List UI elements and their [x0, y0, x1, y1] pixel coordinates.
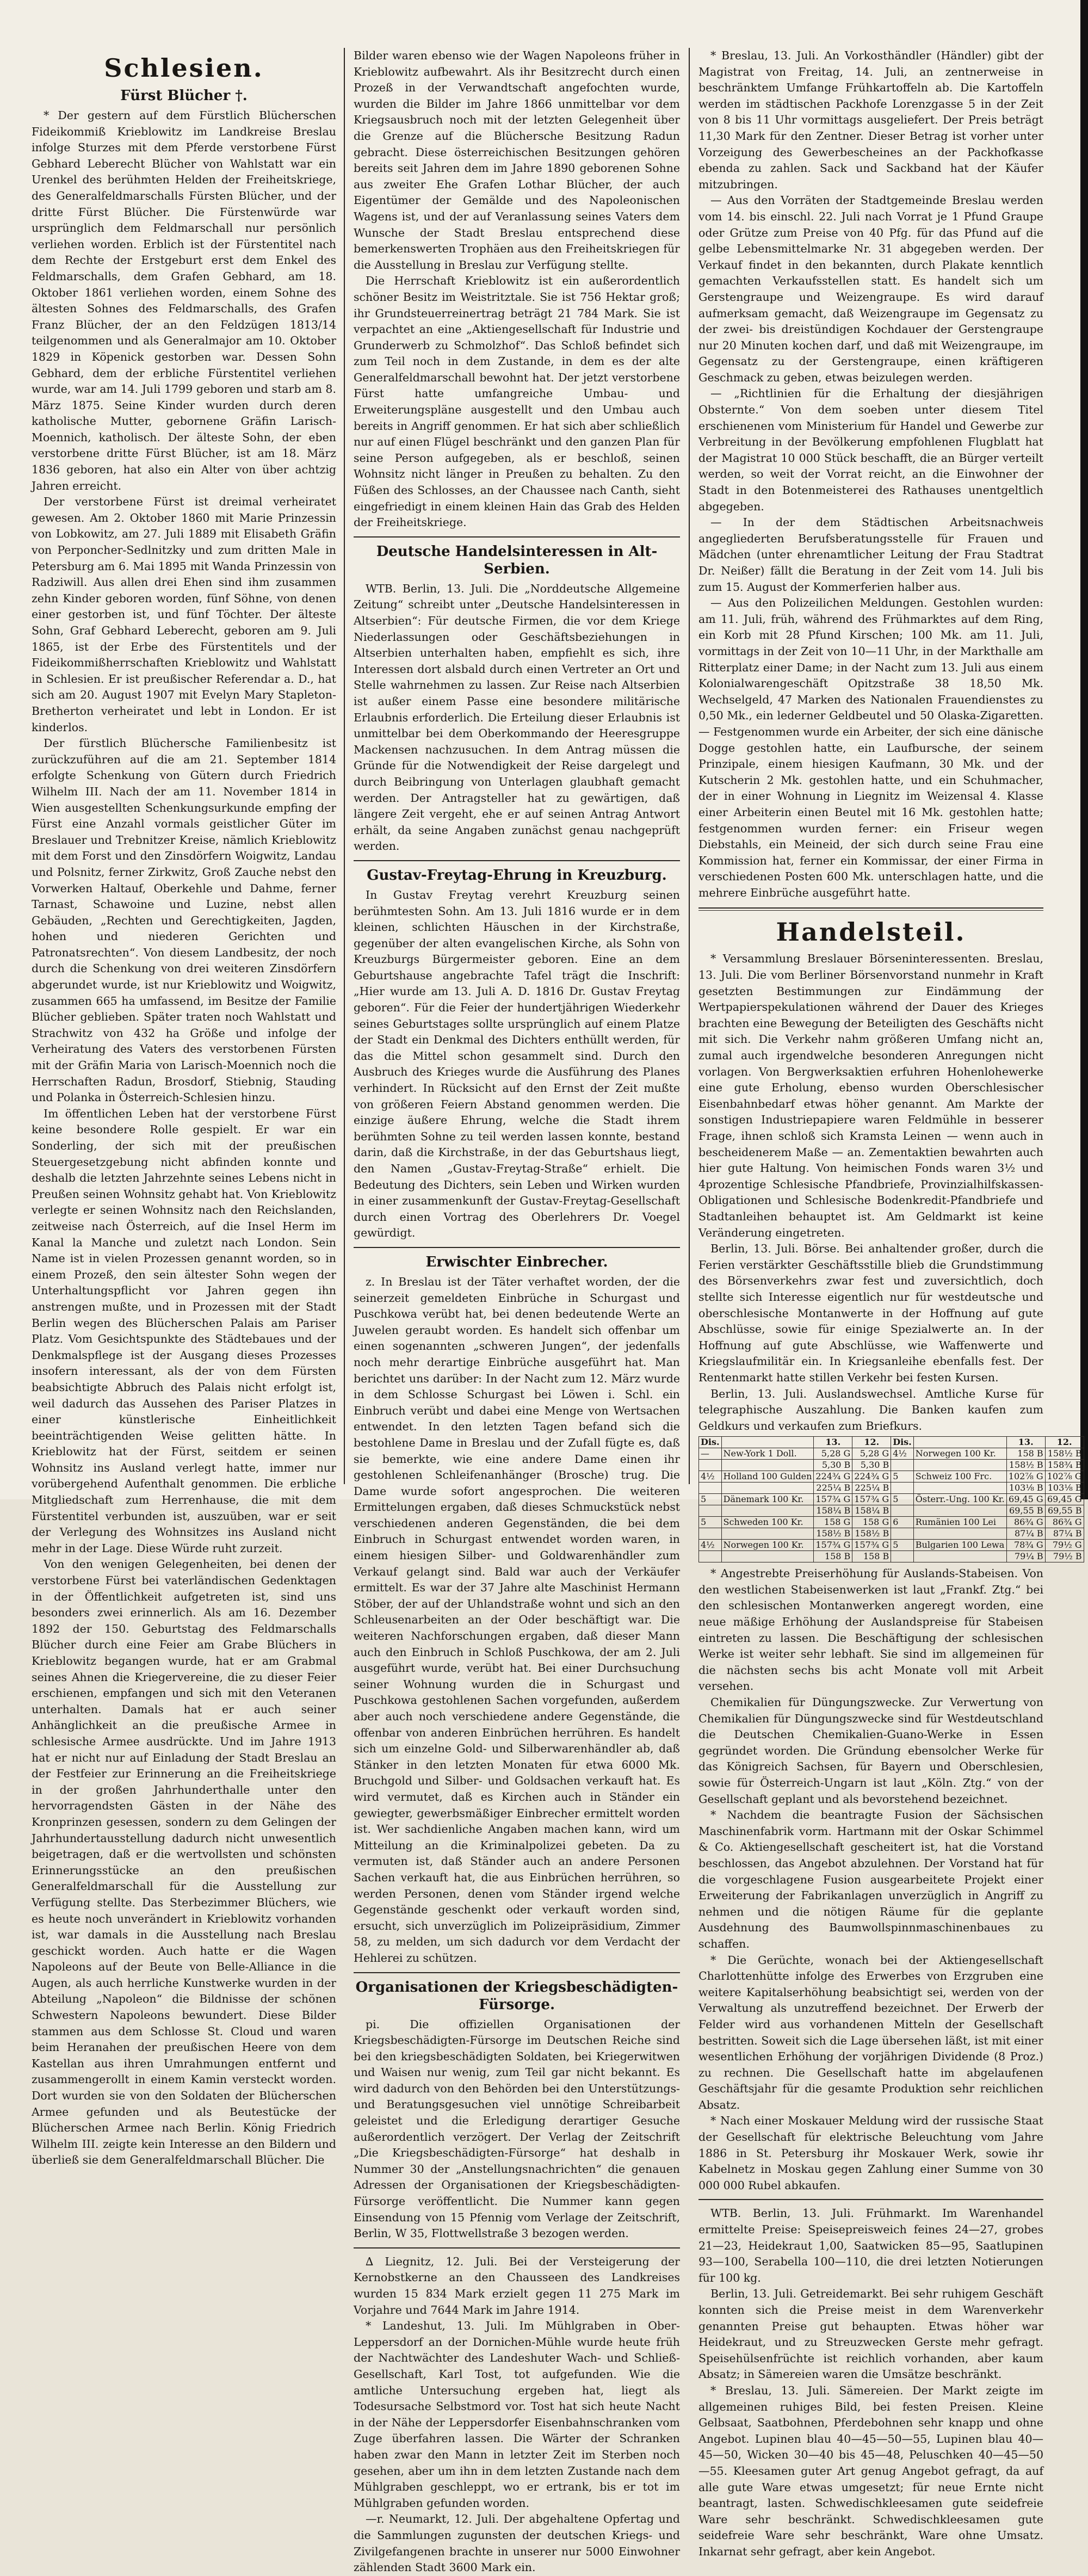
- table-cell: 158¼ B: [814, 1505, 852, 1517]
- table-header: Dis.: [699, 1437, 722, 1448]
- table-row: [699, 1551, 1084, 1562]
- paragraph: —r. Neumarkt, 12. Juli. Der abgehaltene Opfertag und die Sammlungen zugunsten der deutschen Kriegs- und Zivilgefangenen brachte in unserer nur 5000 Einwohner zählenden Stadt 3600 Mark ein.: [354, 2512, 680, 2574]
- table-row: [699, 1528, 1084, 1540]
- table-cell: 5,30 B: [852, 1460, 891, 1471]
- table-cell: [891, 1505, 914, 1517]
- table-cell: 86¾ G: [1045, 1517, 1084, 1528]
- table-cell: [699, 1528, 722, 1540]
- table-cell: 103⅛ B: [1006, 1482, 1045, 1494]
- table-cell: 86¾ G: [1006, 1517, 1045, 1528]
- table-cell: [913, 1460, 1006, 1471]
- paragraph: — Aus den Vorräten der Stadtgemeinde Breslau werden vom 14. bis einschl. 22. Juli nach Vorrat je 1 Pfund Graupe oder Grütze zum Preise von 40 Pfg. für das Pfund auf die gelbe Lebensmittelmarke Nr. 31 abgegeben werden. Der Verkauf findet in den bekannten, durch Plakate kenntlich gemachten Verkaufsstellen statt. Es handelt sich um Gerstengraupe und Weizengraupe. Es wird darauf aufmerksam gemacht, daß Weizengraupe im Gegensatz zu der zwei- bis dreistündigen Kochdauer der Gerstengraupe nur 20 Minuten kochen darf, und daß mit Weizengraupe, im Gegensatz zu der Gerstengraupe, einen kräftigeren Geschmack zu geben, etwas beizulegen werden.: [698, 194, 1043, 384]
- paragraph: * Versammlung Breslauer Börseninteressenten. Breslau, 13. Juli. Die vom Berliner Börsenvorstand nunmehr in Kraft gesetzten Bestimmungen zur Eindämmung der Wertpapierspekulationen während der Dauer des Krieges brachten eine Bewegung der Beteiligten des Geschäfts nicht mit sich. Die Verkehr nahm größeren Umfang nicht an, zumal auch irgendwelche besonderen Anregungen nicht vorlagen. Von Bergwerksaktien erfuhren Hohenlohewerke eine gute Erholung, ebenso wurden Oberschlesischer Eisenbahnbedarf etwas höher genannt. Am Markte der sonstigen Industriepapiere waren Feldmühle in besserer Frage, ihnen schloß sich Kramsta Leinen — wenn auch in bescheidenerem Maße — an. Zementaktien bewahrten auch hier gute Haltung. Von heimischen Fonds waren 3½ und 4prozentige Schlesische Pfandbriefe, Provinzialhilfskassen-Obligationen und Schlesische Bodenkredit-Pfandbriefe und Stadtanleihen behauptet ist. Am Geldmarkt ist keine Veränderung eingetreten.: [698, 952, 1043, 1239]
- table-cell: Norwegen 100 Kr.: [913, 1448, 1006, 1460]
- table-cell: 87¼ B: [1045, 1528, 1084, 1540]
- table-cell: 103⅛ B: [1045, 1482, 1084, 1494]
- divider: [354, 1972, 680, 1973]
- paragraph: Von den wenigen Gelegenheiten, bei denen der verstorbene Fürst bei vaterländischen Gedenktagen in der Öffentlichkeit aufgetreten ist, sind uns besonders zwei erinnerlich. Als am 16. Dezember 1892 der 150. Geburtstag des Feldmarschalls Blücher durch eine Feier am Grabe Blüchers in Krieblowitz begangen wurde, hat er am Grabmal seines Ahnen die Kriegervereine, die zu dieser Feier erschienen, empfangen und sich mit den Veteranen unterhalten. Damals hat er auch seiner Anhänglichkeit an die preußische Armee in schlesische Armee ausdrückte. Und im Jahre 1913 hat er nicht nur auf Einladung der Stadt Breslau an der Festfeier zur Erinnerung an die Freiheitskriege in der großen Jahrhunderthalle unter den hervorragendsten Gästen in der Nähe des Kronprinzen gesessen, sondern zu dem Gelingen der Jahrhundertausstellung dadurch nicht unwesentlich beigetragen, daß er die wertvollsten und schönsten Erinnerungsstücke an den preußischen Generalfeldmarschall für die Ausstellung zur Verfügung stellte. Das Sterbezimmer Blüchers, wie es heute noch unverändert in Krieblowitz vorhanden ist, war damals in die Ausstellung nach Breslau geschickt worden. Auch hatte er die Wagen Napoleons auf der Beute von Belle-Alliance in die Augen, als auch herrliche Kunstwerke wurden in der Abteilung „Napoleon“ die Bildnisse der schönen Schwestern Napoleons bewundert. Diese Bilder stammen aus dem Schlosse St. Cloud und waren beim Heranahen der preußischen Heere von dem Kastellan aus ihren Umrahmungen entfernt und zusammengerollt in einem Kamin versteckt worden. Dort wurden sie von den Soldaten der Blücherschen Armee gefunden und als Beutestücke der Blücherschen Armee nach Berlin. König Friedrich Wilhelm III. zeigte kein Interesse an den Bildern und überließ sie dem Generalfeldmarschall Blücher. Die: [32, 1558, 336, 2167]
- table-cell: 157¾ G: [814, 1540, 852, 1551]
- table-cell: 102⅞ G: [1045, 1471, 1084, 1482]
- paragraph: Die Herrschaft Krieblowitz ist ein außerordentlich schöner Besitz im Weistritztale. Sie ist 756 Hektar groß; ihr Grundsteuerreinertrag beträgt 21 784 Mark. Sie ist verpachtet an eine „Aktiengesellschaft für Industrie und Grunderwerb zu Schmolzhof“. Das Schloß befindet sich zum Teil noch in dem Zustande, in dem es der alte Generalfeldmarschall bewohnt hat. Der jetzt verstorbene Fürst hatte umfangreiche Umbau- und Erweiterungspläne ausgestellt und den Umbau auch bereits in Angriff genommen. Er hat sich aber schließlich nur auf einen Flügel beschränkt und den ganzen Plan für seine Person aufgegeben, als er beschloß, seinen Wohnsitz nicht länger in Preußen zu behalten. Zu den Füßen des Schlosses, an der Chaussee nach Canth, sieht eingefriedigt in einem kleinen Hain das Grab des Helden der Freiheitskriege.: [354, 274, 680, 529]
- table-cell: [699, 1460, 722, 1471]
- table-cell: [721, 1551, 814, 1562]
- table-cell: 79½ G: [1045, 1540, 1084, 1551]
- table-cell: Dänemark 100 Kr.: [721, 1494, 814, 1505]
- divider: [354, 860, 680, 861]
- table-row: [699, 1540, 1084, 1551]
- paragraph: * Die Gerüchte, wonach bei der Aktiengesellschaft Charlottenhütte infolge des Erwerbes von Erzgruben eine weitere Kapitalserhöhung beabsichtigt sei, werden von der Verwaltung als unzutreffend bezeichnet. Der Erwerb der Felder wird aus vorhandenen Mitteln der Gesellschaft bestritten. Soweit sich die Lage übersehen läßt, ist mit einer wesentlichen Erhöhung der vorjährigen Dividende (8 Proz.) zu rechnen. Die Gesellschaft hatte im abgelaufenen Geschäftsjahr für die gesamte Produktion sehr reichlichen Absatz.: [698, 1953, 1043, 2111]
- table-cell: 158 B: [852, 1551, 891, 1562]
- table-cell: 5: [891, 1471, 914, 1482]
- table-cell: 157¾ G: [814, 1494, 852, 1505]
- table-cell: 69,45 G: [1006, 1494, 1045, 1505]
- table-cell: [721, 1505, 814, 1517]
- paragraph: WTB. Berlin, 13. Juli. Die „Norddeutsche Allgemeine Zeitung“ schreibt unter „Deutsche Handelsinteressen in Altserbien“: Für deutsche Firmen, die vor dem Kriege Niederlassungen oder Geschäftsbeziehungen in Altserbien unterhalten haben, empfiehlt es sich, ihre Interessen dort alsbald durch einen Vertreter an Ort und Stelle wahrnehmen zu lassen. Zur Reise nach Altserbien ist außer einem Passe eine besondere militärische Erlaubnis erforderlich. Die Erteilung dieser Erlaubnis ist unmittelbar bei dem Oberkommando der Heeresgruppe Mackensen nachzusuchen. In dem Antrag müssen die Gründe für die Notwendigkeit der Reise dargelegt und durch Beibringung von Unterlagen glaubhaft gemacht werden. Der Antragsteller hat zu gewärtigen, daß längere Zeit vergeht, ehe er auf seinen Antrag Antwort erhält, da seine Angaben zunächst genau nachgeprüft werden.: [354, 582, 680, 853]
- paragraph: — In der dem Städtischen Arbeitsnachweis angegliederten Berufsberatungsstelle für Frauen und Mädchen (unter ehrenamtlicher Leitung der Frau Stadtrat Dr. Neißer) fällt die Beratung in der Zeit vom 14. Juli bis zum 15. August der Kommerferien halber aus.: [698, 516, 1043, 594]
- exchange-rate-table: [698, 1436, 1084, 1562]
- paragraph: z. In Breslau ist der Täter verhaftet worden, der die seinerzeit gemeldeten Einbrüche in Schurgast und Puschkowa verübt hat, bei denen bedeutende Werte an Juwelen geraubt worden. Es handelt sich offenbar um einen sogenannten „schweren Jungen“, der jedenfalls noch mehr derartige Einbrüche ausgeführt hat. Man berichtet uns darüber: In der Nacht zum 12. März wurde in dem Schlosse Schurgast bei Löwen i. Schl. ein Einbruch verübt und dabei eine Menge von Wertsachen entwendet. In den letzten Tagen befand sich die bestohlene Dame in Breslau und der Zufall fügte es, daß sie bemerkte, wie eine andere Dame einen ihr gestohlenen Schleifenanhänger (Brosche) trug. Die Dame wurde sofort angesprochen. Die weiteren Ermittelungen ergaben, daß dieses Schmuckstück nebst verschiedenen anderen Gegenständen, die bei dem Einbruch in Schurgast entwendet worden waren, in einem hiesigen Silber- und Goldwarenhändler zum Verkauf gelangt sind. Bald war auch der Verkäufer ermittelt. Es war der 37 Jahre alte Maschinist Hermann Stöber, der auf der Uhlandstraße wohnt und sich an den Schleusenarbeiten an der Oder beschäftigt war. Die weiteren Nachforschungen ergaben, daß dieser Mann auch den Einbruch in Schloß Puschkowa, der am 2. Juli ausgeführt wurde, verübt hat. Bei einer Durchsuchung seiner Wohnung wurden die in Schurgast und Puschkowa gestohlenen Sachen vorgefunden, außerdem aber auch noch verschiedene andere Gegenstände, die offenbar von anderen Einbrüchen herrühren. Es handelt sich um einzelne Gold- und Silberwarenhändler ab, daß Stänker in den letzten Monaten für etwa 6000 Mk. Bruchgold und Silber- und Goldsachen verkauft hat. Es wird vermutet, daß es Kirchen auch in Ständer ein gewiegter, gewerbsmäßiger Einbrecher ermittelt worden ist. Wer sachdienliche Angaben machen kann, wird um Mitteilung an die Kriminalpolizei gebeten. Da zu vermuten ist, daß Ständer auch an andere Personen Sachen verkauft hat, die aus Einbrüchen herrühren, so werden Personen, denen vom Ständer irgend welche Gegenstände geschenkt oder verkauft worden sind, ersucht, sich unverzüglich im Polizeipräsidium, Zimmer 58, zu melden, um sich dadurch vor dem Verdacht der Hehlerei zu schützen.: [354, 1275, 680, 1965]
- paragraph: Berlin, 13. Juli. Getreidemarkt. Bei sehr ruhigem Geschäft konnten sich die Preise meist in dem Warenverkehr genannten Preise gut behaupten. Etwas höher war Heidekraut, und zu Streuzwecken Gerste mehr gefragt. Speisehülsenfrüchte ist reichlich vorhanden, aber kaum Absatz; in Sämereien waren die Umsätze beschränkt.: [698, 2287, 1043, 2381]
- table-cell: New-York 1 Doll.: [721, 1448, 814, 1460]
- divider: [354, 536, 680, 538]
- table-cell: [913, 1505, 1006, 1517]
- table-cell: 5: [699, 1517, 722, 1528]
- table-row: [699, 1448, 1084, 1460]
- table-cell: [913, 1528, 1006, 1540]
- paragraph: — Aus den Polizeilichen Meldungen. Gestohlen wurden: am 11. Juli, früh, während des Frühmarktes auf dem Ring, ein Korb mit 28 Pfund Kirschen; 100 Mk. am 11. Juli, vormittags in der Zeit von 10—11 Uhr, in der Markthalle am Ritterplatz einer Dame; in der Nacht zum 13. Juli aus einem Kolonialwarengeschäft Opitzstraße 38 18,50 Mk. Wechselgeld, 47 Marken des Nationalen Frauendienstes zu 0,50 Mk., ein lederner Geldbeutel und 50 Olaska-Zigaretten. — Festgenommen wurde ein Arbeiter, der sich eine dänische Dogge gestohlen hatte, ein Laufbursche, der seinem Prinzipale, einem hiesigen Kaufmann, 30 Mk. und der Kutscherin 2 Mk. gestohlen hatte, und ein Schuhmacher, der in einer Wohnung in Liegnitz im Weizensal 4. Klasse einer Arbeiterin einen Beutel mit 16 Mk. gestohlen hatte; festgenommen wurden ferner: ein Friseur wegen Diebstahls, ein Meineid, der sich durch seine Frau eine Kommission hat, ferner ein Kommissar, der einer Firma in verschiedenen Posten 600 Mk. unterschlagen hatte, und die mehrere Einbrüche ausgeführt hatte.: [698, 596, 1043, 899]
- table-cell: 158½ B: [852, 1528, 891, 1540]
- paragraph: Chemikalien für Düngungszwecke. Zur Verwertung von Chemikalien für Düngungszwecke sind für Westdeutschland die Deutschen Chemikalien-Guano-Werke in Essen gegründet worden. Die Gründung ebensolcher Werke für das Königreich Sachsen, für Bayern und Oberschlesien, sowie für Österreich-Ungarn ist laut „Köln. Ztg.“ von der Gesellschaft geplant und als bevorstehend bezeichnet.: [698, 1696, 1043, 1806]
- table-cell: 5: [891, 1540, 914, 1551]
- table-row: [699, 1471, 1084, 1482]
- table-header: [913, 1437, 1006, 1448]
- divider: [698, 2199, 1043, 2200]
- table-cell: 69,55 B: [1006, 1505, 1045, 1517]
- divider: [354, 2247, 680, 2248]
- table-cell: 225¼ B: [814, 1482, 852, 1494]
- column-rule: [689, 48, 690, 1484]
- table-cell: [721, 1482, 814, 1494]
- table-cell: 4½: [699, 1471, 722, 1482]
- exchange-rate-table-body: [699, 1448, 1084, 1562]
- table-cell: 158 B: [814, 1551, 852, 1562]
- table-cell: 4½: [699, 1540, 722, 1551]
- table-cell: 158½ B: [1006, 1460, 1045, 1471]
- table-cell: [721, 1460, 814, 1471]
- table-row: [699, 1494, 1084, 1505]
- table-cell: 224¾ G: [852, 1471, 891, 1482]
- scan-edge: [1080, 0, 1088, 1499]
- table-cell: 158 B: [1006, 1448, 1045, 1460]
- table-cell: 158½ B: [1045, 1448, 1084, 1460]
- paragraph: * Breslau, 13. Juli. Sämereien. Der Markt zeigte im allgemeinen ruhiges Bild, bei festen Preisen. Kleine Gelbsaat, Saatbohnen, Pferdebohnen sehr knapp und ohne Angebot. Lupinen blau 40—45—50—55, Lupinen blau 40—45—50, Wicken 30—40 bis 45—48, Peluschken 40—45—50—55. Kleesamen guter Art genug Angebot gefragt, da auf alle gute Ware etwas umgesetzt; für neue Ernte nicht beantragt, lasten. Schwedischkleesamen gute seidefreie Ware sehr beschränkt. Schwedischkleesamen gute seidefreie Ware sehr beschränkt, Ware ohne Umsatz. Inkarnat sehr gefragt, aber kein Angebot.: [698, 2383, 1043, 2558]
- table-cell: 87¼ B: [1006, 1528, 1045, 1540]
- table-header: [721, 1437, 814, 1448]
- table-header-row: [699, 1437, 1084, 1448]
- table-header: 13.: [1006, 1437, 1045, 1448]
- table-cell: [913, 1551, 1006, 1562]
- table-cell: 158 G: [852, 1517, 891, 1528]
- table-cell: [721, 1528, 814, 1540]
- table-cell: [913, 1482, 1006, 1494]
- divider: [354, 1247, 680, 1248]
- table-cell: 102⅞ G: [1006, 1471, 1045, 1482]
- section-title-schlesien: Schlesien.: [104, 53, 264, 83]
- table-cell: 79¼ B: [1006, 1551, 1045, 1562]
- table-cell: Norwegen 100 Kr.: [721, 1540, 814, 1551]
- table-row: [699, 1482, 1084, 1494]
- paragraph: pi. Die offiziellen Organisationen der Kriegsbeschädigten-Fürsorge im Deutschen Reiche sind bei den kriegsbeschädigten Soldaten, bei Kriegerwitwen und Waisen nur wenig, zum Teil gar nicht bekannt. Es wird dadurch von den Behörden bei den Unterstützungs- und Beratungsgesuchen viel unnötige Schreibarbeit geleistet und die Erledigung derartiger Gesuche außerordentlich verzögert. Der Verlag der Zeitschrift „Die Kriegsbeschädigten-Fürsorge“ hat deshalb in Nummer 30 der „Anstellungsnachrichten“ die genauen Adressen der Organisationen der Kriegsbeschädigten-Fürsorge veröffentlicht. Die Nummer kann gegen Einsendung von 15 Pfennig vom Verlage der Zeitschrift, Berlin, W 35, Flottwellstraße 3 bezogen werden.: [354, 2017, 680, 2240]
- article-title-handelsinteressen: Deutsche Handelsinteressen in Alt-Serbien.: [376, 543, 658, 577]
- paragraph: Im öffentlichen Leben hat der verstorbene Fürst keine besondere Rolle gespielt. Er war ein Sonderling, der sich mit der preußischen Steuergesetzgebung nicht abfinden konnte und deshalb die letzten Jahrzehnte seines Lebens nicht in Preußen seinen Wohnsitz gehabt hat. Von Krieblowitz verlegte er seinen Wohnsitz nach den Reichslanden, zeitweise nach Österreich, auf die Insel Herm im Kanal la Manche und zuletzt nach London. Sein Name ist in vielen Prozessen genannt worden, so in einem Prozeß, den sein ältester Sohn wegen der Unterhaltungspflicht vor Jahren gegen ihn anstrengen mußte, und in Prozessen mit der Stadt Berlin wegen des Blücherschen Palais am Pariser Platz. Vom Gesichtspunkte des Städtebaues und der Denkmalspflege ist der Ausgang dieses Prozesses insofern interessant, als der von dem Fürsten beabsichtigte Abbruch des Palais nicht erfolgt ist, weil dadurch das Aussehen des Pariser Platzes in einer künstlerische Einheitlichkeit beeinträchtigenden Weise gelitten hätte. In Krieblowitz hat der Fürst, seitdem er seinen Wohnsitz ins Ausland verlegt hatte, immer nur vorübergehend Aufenthalt genommen. Die erbliche Mitgliedschaft zum Herrenhause, die mit dem Fürstentitel verbunden ist, auszuüben, war er seit der Verlegung des Wohnsitzes ins Ausland nicht mehr in der Lage. Diese Würde ruht zurzeit.: [32, 1107, 336, 1555]
- paragraph: * Landeshut, 13. Juli. Im Mühlgraben in Ober-Leppersdorf an der Dornichen-Mühle wurde heute früh der Nachtwächter des Landeshuter Wach- und Schließ-Gesellschaft, Karl Tost, tot aufgefunden. Wie die amtliche Untersuchung ergeben hat, liegt als Todesursache Selbstmord vor. Tost hat sich heute Nacht in der Nähe der Leppersdorfer Eisenbahnschranken vom Zuge überfahren lassen. Die Wärter der Schranken haben zwar den Mann in letzter Zeit im Sterben noch gesehen, aber um ihn in dem letzten Zustande nach dem Mühlgraben geschleppt, wo er ertrank, bis er tot im Mühlgraben gefunden worden.: [354, 2319, 680, 2510]
- table-cell: [699, 1482, 722, 1494]
- table-cell: 79½ B: [1045, 1551, 1084, 1562]
- paragraph: Der verstorbene Fürst ist dreimal verheiratet gewesen. Am 2. Oktober 1860 mit Marie Prinzessin von Lobkowitz, am 27. Juli 1889 mit Elisabeth Gräfin von Perponcher-Sedlnitzky und zum dritten Male in Petersburg am 6. Mai 1895 mit Wanda Prinzessin von Radziwill. Aus allen drei Ehen sind ihm zusammen zehn Kinder geboren worden, fünf Söhne, von denen einer gestorben ist, und fünf Töchter. Der älteste Sohn, Graf Gebhard Leberecht, geboren am 9. Juli 1865, ist der Erbe des Fürstentitels und der Fideikommißherrschaften Krieblowitz und Wahlstatt in Schlesien. Er ist preußischer Referendar a. D., hat sich am 20. August 1907 mit Evelyn Mary Stapleton-Bretherton verheiratet und lebt in London. Er ist kinderlos.: [32, 495, 336, 734]
- table-cell: [891, 1551, 914, 1562]
- table-cell: 6: [891, 1517, 914, 1528]
- column-2: [354, 48, 680, 2574]
- paragraph: Bilder waren ebenso wie der Wagen Napoleons früher in Krieblowitz aufbewahrt. Als ihr Besitzrecht durch einen Prozeß in der Verwandtschaft angefochten wurde, wurden die Bilder im Jahre 1866 unmittelbar vor dem Kriegsausbruch noch mit der letzten Gelegenheit über die Grenze auf die Blüchersche Besitzung Radun gebracht. Diese österreichischen Besitzungen gehören bereits seit Jahren dem im Jahre 1890 geborenen Sohne aus zweiter Ehe Grafen Lothar Blücher, der auch Eigentümer der Gemälde und des Napoleonischen Wagens ist, und der auf Veranlassung seines Vaters dem Wunsche der Stadt Breslau entsprechend diese bemerkenswerten Trophäen aus den Freiheitskriegen für die Ausstellung in Breslau zur Verfügung stellte.: [354, 49, 680, 271]
- table-cell: [891, 1528, 914, 1540]
- table-cell: 158¾ B: [1045, 1460, 1084, 1471]
- table-row: [699, 1460, 1084, 1471]
- table-cell: [891, 1482, 914, 1494]
- table-cell: 78¾ G: [1006, 1540, 1045, 1551]
- table-cell: [891, 1460, 914, 1471]
- paragraph: — „Richtlinien für die Erhaltung der diesjährigen Obsternte.“ Von dem soeben unter diesem Titel erschienenen vom Ministerium für Handel und Gewerbe zur Verbreitung in der Bevölkerung empfohlenen Flugblatt hat der Magistrat 10 000 Stück beschafft, die an Bürger verteilt werden, so weit der Vorrat reicht, an die Einwohner der Stadt in den Botenmeisterei des Rathauses unentgeltlich abgegeben.: [698, 387, 1043, 513]
- table-cell: 4½: [891, 1448, 914, 1460]
- table-cell: Holland 100 Gulden: [721, 1471, 814, 1482]
- table-header: 12.: [852, 1437, 891, 1448]
- table-header: 12.: [1045, 1437, 1084, 1448]
- table-cell: 69,45 G: [1045, 1494, 1084, 1505]
- table-row: [699, 1517, 1084, 1528]
- paragraph: WTB. Berlin, 13. Juli. Frühmarkt. Im Warenhandel ermittelte Preise: Speisepreisweich feines 24—27, grobes 21—23, Heidekraut 1,00, Saatwicken 85—95, Saatlupinen 93—100, Serabella 100—110, die drei letzten Notierungen für 100 kg.: [698, 2207, 1043, 2284]
- paragraph: ∆ Liegnitz, 12. Juli. Bei der Versteigerung der Kernobstkerne an den Chausseen des Landkreises wurden 15 834 Mark erzielt gegen 11 275 Mark im Vorjahre und 7644 Mark im Jahre 1914.: [354, 2254, 680, 2316]
- paragraph: * Angestrebte Preiserhöhung für Auslands-Stabeisen. Von den westlichen Stabeisenwerken ist laut „Frankf. Ztg.“ bei den schlesischen Montanwerken angeregt worden, eine neue mäßige Erhöhung der Auslandspreise für Stabeisen eintreten zu lassen. Die Beschäftigung der schlesischen Werke ist weiter sehr lebhaft. Sie sind im allgemeinen für die nächsten sechs bis acht Monate voll mit Arbeit versehen.: [698, 1567, 1043, 1693]
- paragraph: Berlin, 13. Juli. Auslandswechsel. Amtliche Kurse für telegraphische Auszahlung. Die Banken kaufen zum Geldkurs und verkaufen zum Briefkurs.: [698, 1387, 1043, 1432]
- table-cell: 157¾ G: [852, 1494, 891, 1505]
- column-3: [698, 48, 1082, 2558]
- paragraph: Berlin, 13. Juli. Börse. Bei anhaltender großer, durch die Ferien verstärkter Geschäftsstille blieb die Grundstimmung des Börsenverkehrs zwar fest und zuversichtlich, doch stellte sich Interesse eigentlich nur für westdeutsche und oberschlesische Montanwerte in der Hoffnung auf gute Abschlüsse, sowie für einige Spezialwerte an. In der Hoffnung auf gute Abschlüsse, wie Waffenwerte und Kriegslaufmilitär ein. In Kriegsanleihe ebenfalls fest. Der Rentenmarkt hatte stillen Verkehr bei festen Kursen.: [698, 1242, 1043, 1384]
- table-cell: Schweden 100 Kr.: [721, 1517, 814, 1528]
- table-cell: 225¼ B: [852, 1482, 891, 1494]
- section-title-handelsteil: Handelsteil.: [776, 917, 966, 947]
- table-cell: 5: [699, 1494, 722, 1505]
- table-row: [699, 1505, 1084, 1517]
- paragraph: Der fürstlich Blüchersche Familienbesitz ist zurückzuführen auf die am 21. September 1814 erfolgte Schenkung von Gütern durch Friedrich Wilhelm III. Nach der am 11. November 1814 in Wien ausgestellten Schenkungsurkunde empfing der Fürst eine Anzahl vormals geistlicher Güter im Breslauer und Trebnitzer Kreise, nämlich Krieblowitz mit dem Forst und den Zinsdörfern Woigwitz, Landau und Polsnitz, ferner Zirkwitz, Groß Zauche nebst den Vorwerken Haltauf, Oberkehle und Dahme, ferner Tarnast, Schawoine und Luzine, nebst allen Gebäuden, „Rechten und Gerechtigkeiten, Jagden, hohen und niederen Gerichten und Patronatsrechten“. Von diesem Landbesitz, der noch durch die Schenkung von drei weiteren Zinsdörfern abgerundet wurde, ist nur Krieblowitz und Woigwitz, zusammen 665 ha umfassend, im Besitze der Familie Blücher geblieben. Später traten noch Wahlstatt und Strachwitz von 432 ha Größe und infolge der Verheiratung des Vaters des verstorbenen Fürsten mit der Gräfin Maria von Larisch-Moennich noch die Herrschaften Radun, Brosdorf, Stiebnig, Stauding und Polanka in Österreich-Schlesien hinzu.: [32, 737, 336, 1104]
- table-cell: [699, 1505, 722, 1517]
- table-cell: 157¾ G: [852, 1540, 891, 1551]
- paragraph: * Nach einer Moskauer Meldung wird der russische Staat der Gesellschaft für elektrische Beleuchtung vom Jahre 1886 in St. Petersburg ihr Moskauer Werk, sowie ihr Kabelnetz in Moskau gegen Zahlung einer Summe von 30 000 000 Rubel abkaufen.: [698, 2114, 1043, 2192]
- table-cell: 158 G: [814, 1517, 852, 1528]
- table-cell: 158½ B: [814, 1528, 852, 1540]
- table-cell: 69,55 B: [1045, 1505, 1084, 1517]
- paragraph: * Nachdem die beantragte Fusion der Sächsischen Maschinenfabrik vorm. Hartmann mit der Oskar Schimmel & Co. Aktiengesellschaft gescheitert ist, hat die Vorstand beschlossen, das Angebot abzulehnen. Der Vorstand hat für die vorgeschlagene Fusion ausgearbeitete Projekt einer Erweiterung der Fabrikanlagen unverzüglich in Angriff zu nehmen und die nötigen Räume für die geplante Ausdehnung des Baumwollspinnmaschinenbaues zu schaffen.: [698, 1808, 1043, 1950]
- paragraph: In Gustav Freytag verehrt Kreuzburg seinen berühmtesten Sohn. Am 13. Juli 1816 wurde er in dem kleinen, schlichten Häuschen in der Kirchstraße, gegenüber der alten evangelischen Kirche, als Sohn von Kreuzburgs Bürgermeister geboren. Eine an dem Geburtshause angebrachte Tafel trägt die Inschrift: „Hier wurde am 13. Juli A. D. 1816 Dr. Gustav Freytag geboren“. Für die Feier der hundertjährigen Wiederkehr seines Geburtstages sollte ursprünglich auf einem Platze der Stadt ein Denkmal des Dichters enthüllt werden, für das die Mittel schon gesammelt sind. Durch den Ausbruch des Krieges wurde die Ausführung des Planes verhindert. In Rücksicht auf den Ernst der Zeit mußte von größeren Feiern Abstand genommen werden. Die einzige äußere Ehrung, welche die Stadt ihrem berühmten Sohne zu teil werden lassen konnte, bestand darin, daß die Kirchstraße, in der das Geburtshaus liegt, den Namen „Gustav-Freytag-Straße“ erhielt. Die Bedeutung des Dichters, sein Leben und Wirken wurden in einer zusammenkunft der Gustav-Freytag-Gesellschaft durch einen Vortrag des Oberlehrers Dr. Voegel gewürdigt.: [354, 888, 680, 1240]
- column-1: [32, 48, 336, 2167]
- paragraph: * Breslau, 13. Juli. An Vorkosthändler (Händler) gibt der Magistrat von Freitag, 14. Juli, an zentnerweise in beschränktem Umfange Frühkartoffeln ab. Die Kartoffeln werden im städtischen Packhofe Lorenzgasse 5 in der Zeit von 8 bis 11 Uhr vormittags ausgeliefert. Der Preis beträgt 11,30 Mark für den Zentner. Dieser Betrag ist vorher unter Vorzeigung des Gewerbescheines an der Packhofkasse ebenda zu zahlen. Sack und Sackband hat der Käufer mitzubringen.: [698, 49, 1043, 191]
- table-cell: 5,28 G: [852, 1448, 891, 1460]
- article-title-einbrecher: Erwischter Einbrecher.: [425, 1253, 608, 1270]
- table-cell: —: [699, 1448, 722, 1460]
- divider: [698, 907, 1043, 911]
- article-title-fuerst-bluecher: Fürst Blücher †.: [120, 88, 248, 104]
- table-cell: Schweiz 100 Frc.: [913, 1471, 1006, 1482]
- table-header: 13.: [814, 1437, 852, 1448]
- table-cell: Bulgarien 100 Lewa: [913, 1540, 1006, 1551]
- table-cell: Österr.-Ung. 100 Kr.: [913, 1494, 1006, 1505]
- table-cell: 224¾ G: [814, 1471, 852, 1482]
- table-cell: Rumänien 100 Lei: [913, 1517, 1006, 1528]
- table-cell: 5: [891, 1494, 914, 1505]
- article-title-freytag: Gustav-Freytag-Ehrung in Kreuzburg.: [367, 867, 667, 884]
- column-rule: [344, 48, 345, 1484]
- table-header: Dis.: [891, 1437, 914, 1448]
- table-cell: 5,28 G: [814, 1448, 852, 1460]
- table-cell: 158¼ B: [852, 1505, 891, 1517]
- table-cell: 5,30 B: [814, 1460, 852, 1471]
- paragraph: * Der gestern auf dem Fürstlich Blücherschen Fideikommiß Krieblowitz im Landkreise Breslau infolge Sturzes mit dem Pferde verstorbene Fürst Gebhard Leberecht Blücher von Wahlstatt war ein Urenkel des berühmten Helden der Freiheitskriege, des Generalfeldmarschalls Fürsten Blücher, und der dritte Fürst Blücher. Die Fürstenwürde war ursprünglich dem Feldmarschall nur persönlich verliehen worden. Erblich ist der Fürstentitel nach dem Rechte der Erstgeburt erst dem Enkel des Feldmarschalls, dem Grafen Gebhard, am 18. Oktober 1861 verliehen worden, einem Sohne des ältesten Sohnes des Feldmarschalls, des Grafen Franz Blücher, der an den Feldzügen 1813/14 teilgenommen und als Generalmajor am 10. Oktober 1829 in Köpenick gestorben war. Dessen Sohn Gebhard, dem der erbliche Fürstentitel verliehen wurde, war am 14. Juli 1799 geboren und starb am 8. März 1875. Seine Kinder wurden durch deren katholische Mutter, gebornene Gräfin Larisch-Moennich, katholisch. Der älteste Sohn, der eben verstorbene dritte Fürst Blücher, ist am 18. März 1836 geboren, hat also ein Alter von über achtzig Jahren erreicht.: [32, 109, 336, 492]
- table-cell: [699, 1551, 722, 1562]
- article-title-kriegsbeschaedigte: Organisationen der Kriegsbeschädigten-Fürsorge.: [355, 1979, 678, 2013]
